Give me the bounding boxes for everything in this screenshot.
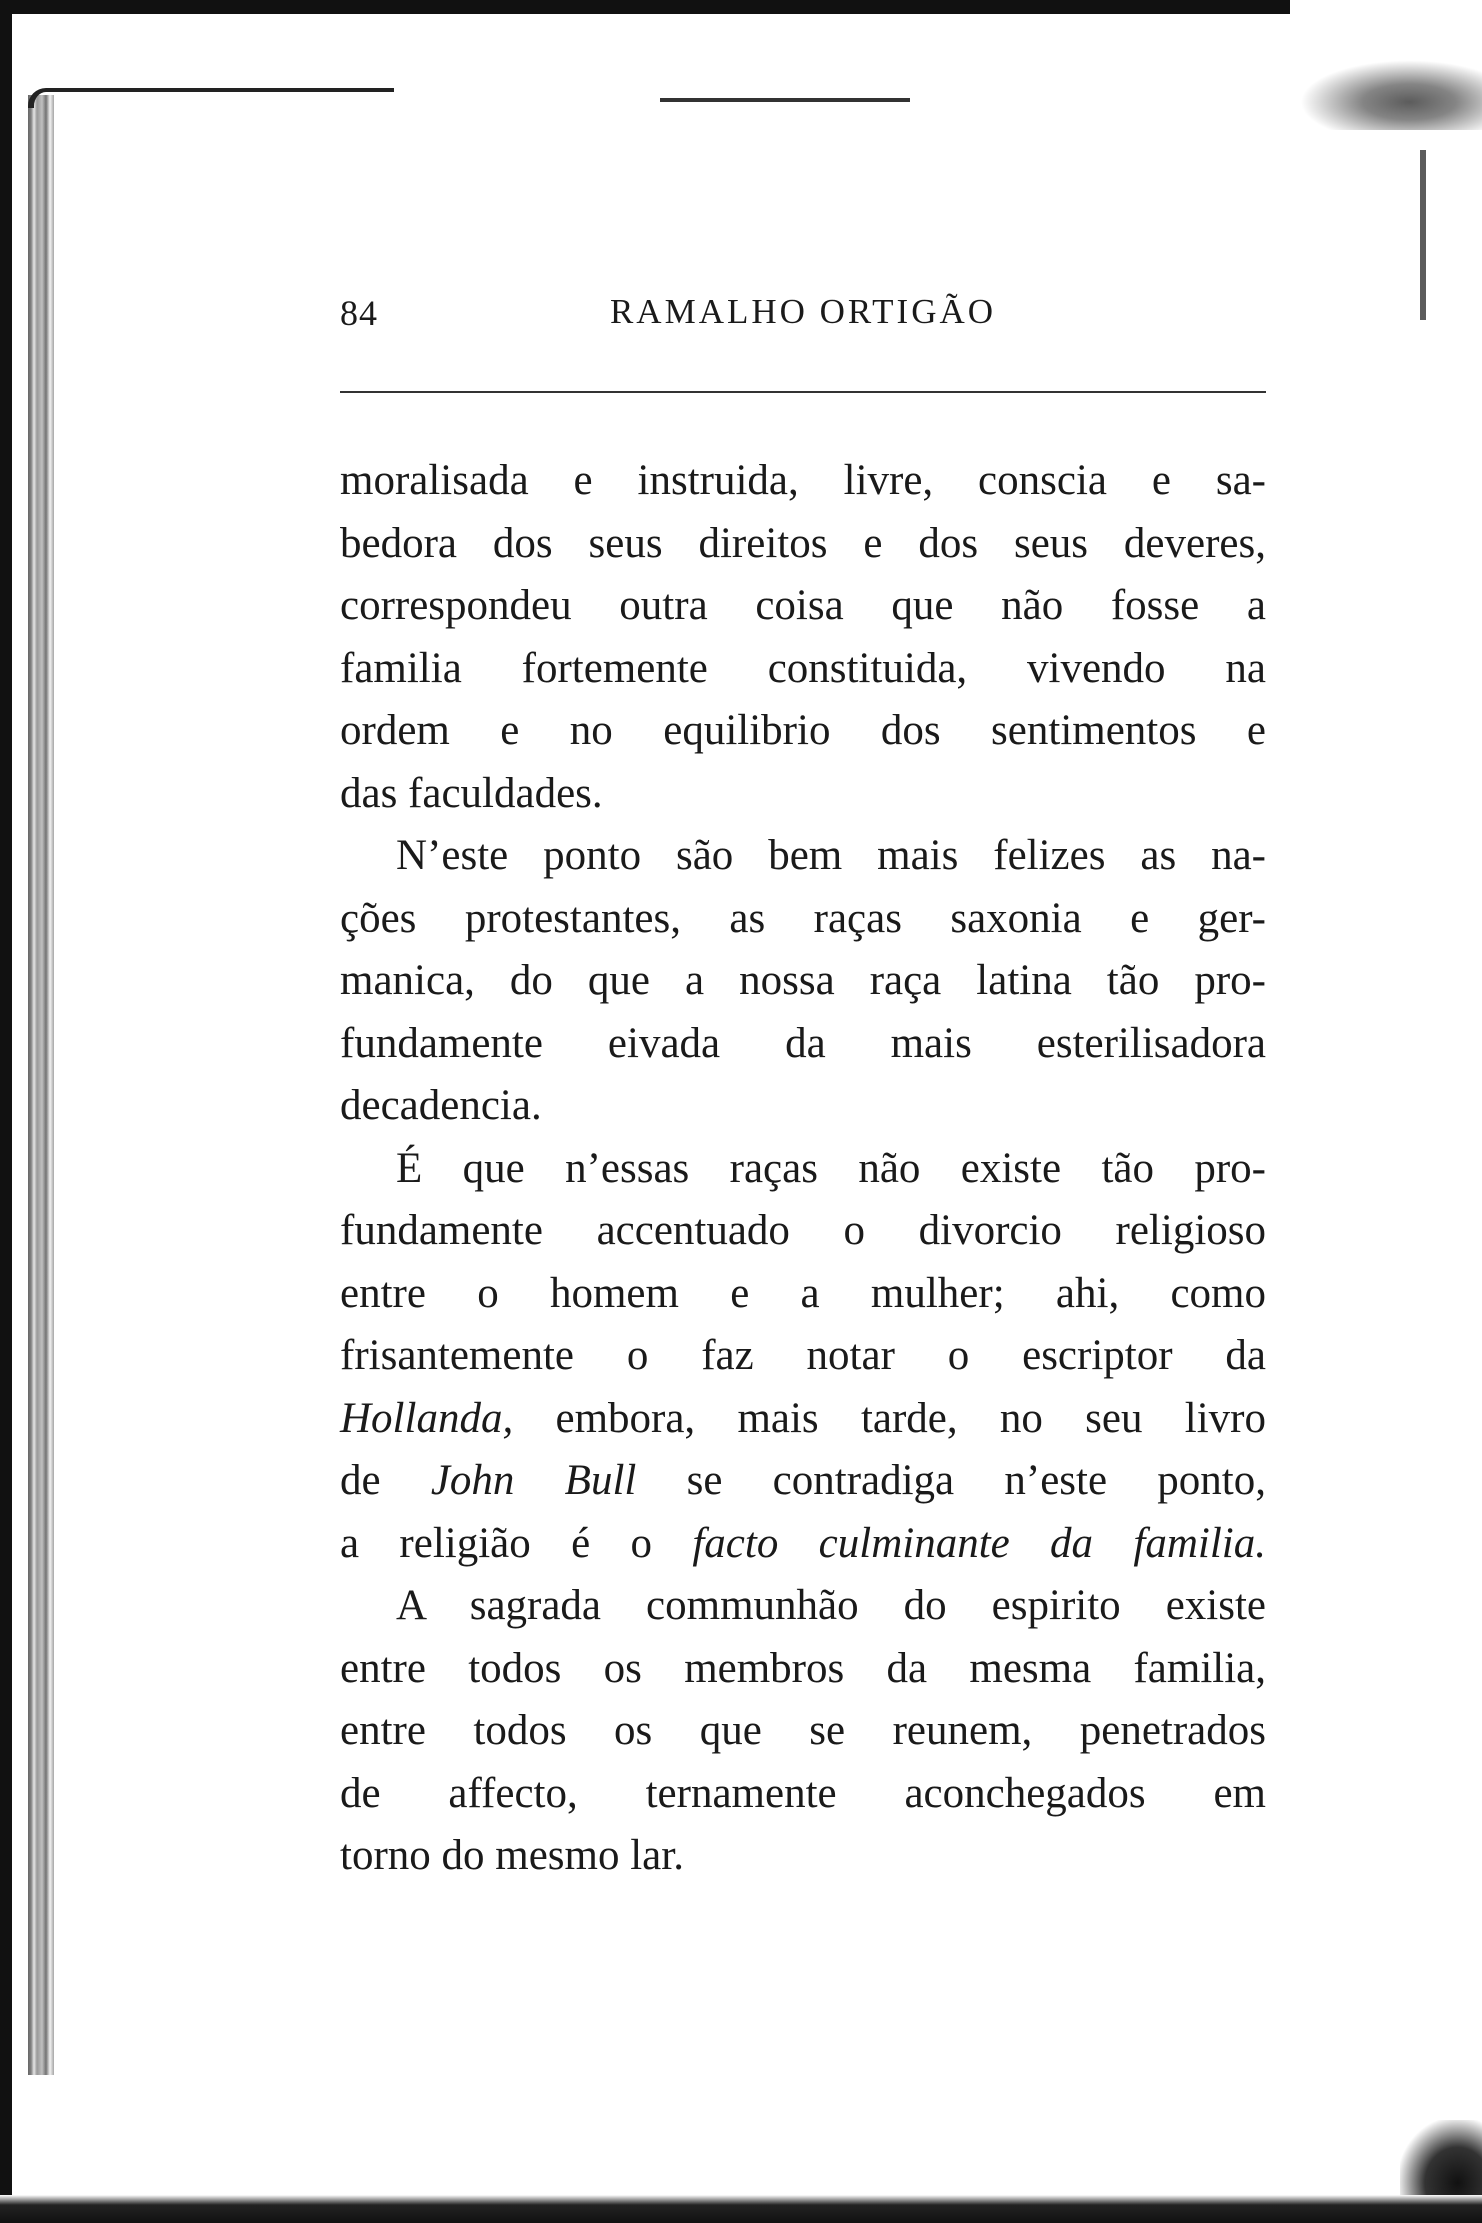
text-line <box>340 763 1266 826</box>
text-segment: É que n’essas raças não existe tão pro- <box>396 1144 1266 1192</box>
text-line <box>340 1513 1266 1576</box>
text-line <box>340 1200 1266 1263</box>
text-segment: A sagrada communhão do espirito existe <box>396 1582 1266 1629</box>
text-segment: frisantemente o faz notar o escriptor da <box>340 1332 1266 1379</box>
text-segment: entre todos os membros da mesma familia, <box>340 1644 1266 1692</box>
text-line <box>340 1013 1266 1076</box>
text-line <box>340 1575 1266 1638</box>
text-segment: fundamente eivada da mais esterilisadora <box>340 1019 1266 1067</box>
scan-mark-top-right <box>1300 60 1482 130</box>
text-line <box>340 1825 1266 1888</box>
text-segment: familia fortemente constituida, vivendo na <box>340 644 1266 692</box>
text-line <box>340 450 1266 513</box>
text-line <box>340 638 1266 701</box>
text-line <box>340 1325 1266 1388</box>
text-line <box>340 1450 1266 1513</box>
italic-text: facto culminante da familia. <box>692 1519 1266 1567</box>
text-segment: a religião é o <box>340 1519 693 1567</box>
italic-text: Hollanda, <box>340 1394 514 1442</box>
text-segment: manica, do que a nossa raça latina tão pro- <box>340 957 1266 1004</box>
text-line <box>340 1763 1266 1826</box>
text-segment: ordem e no equilibrio dos sentimentos e <box>340 707 1266 754</box>
text-line <box>340 575 1266 638</box>
text-segment: se contradiga n’este ponto, <box>636 1457 1266 1504</box>
text-segment: de affecto, ternamente aconchegados em <box>340 1769 1266 1817</box>
text-line <box>340 825 1266 888</box>
text-segment: das faculdades. <box>340 769 603 817</box>
text-line <box>340 1388 1266 1451</box>
italic-text: John Bull <box>430 1457 637 1504</box>
header-rule <box>340 391 1266 393</box>
text-segment: ções protestantes, as raças saxonia e ger- <box>340 894 1266 942</box>
text-line <box>340 1638 1266 1701</box>
running-title: RAMALHO ORTIGÃO <box>609 292 997 331</box>
text-line <box>340 700 1266 763</box>
text-segment: torno do mesmo lar. <box>340 1832 684 1879</box>
scan-edge-left <box>0 0 12 2223</box>
text-line <box>340 1075 1266 1138</box>
text-segment: decadencia. <box>340 1082 542 1129</box>
text-line <box>340 950 1266 1013</box>
text-line <box>340 513 1266 576</box>
text-segment: entre o homem e a mulher; ahi, como <box>340 1269 1266 1317</box>
text-segment: fundamente accentuado o divorcio religioso <box>340 1207 1266 1254</box>
text-segment: correspondeu outra coisa que não fosse a <box>340 582 1266 629</box>
body-text <box>340 450 1266 1888</box>
text-line <box>340 1700 1266 1763</box>
scan-edge-top <box>0 0 1290 14</box>
book-spine-shadow <box>28 95 54 2075</box>
page-corner-curl <box>28 88 394 108</box>
page-header <box>340 292 1266 342</box>
scan-mark-top <box>660 98 910 102</box>
scan-mark-right <box>1420 150 1426 320</box>
text-segment: embora, mais tarde, no seu livro <box>513 1394 1266 1442</box>
text-line <box>340 1138 1266 1201</box>
page-number: 84 <box>340 293 378 333</box>
text-segment: bedora dos seus direitos e dos seus deveres, <box>340 519 1266 567</box>
text-segment: N’este ponto são bem mais felizes as na- <box>396 832 1266 879</box>
scan-edge-bottom <box>0 2195 1482 2223</box>
text-segment: moralisada e instruida, livre, conscia e sa- <box>340 457 1266 504</box>
text-line <box>340 888 1266 951</box>
text-segment: entre todos os que se reunem, penetrados <box>340 1707 1266 1754</box>
text-line <box>340 1263 1266 1326</box>
text-segment: de <box>340 1457 431 1504</box>
